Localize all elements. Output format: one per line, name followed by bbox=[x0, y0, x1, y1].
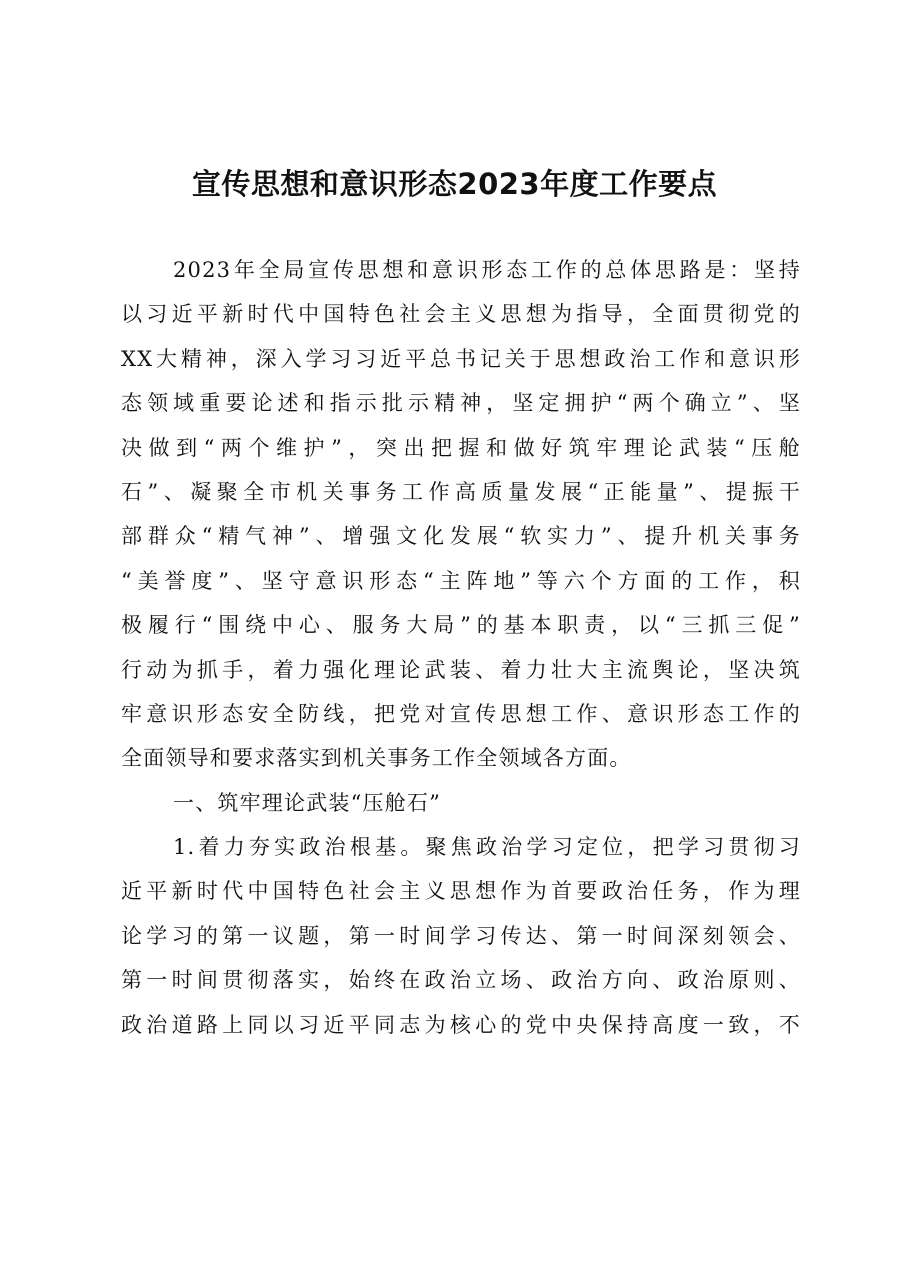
text-line: 态领域重要论述和指示批示精神，坚定拥护“两个确立”、坚 bbox=[121, 391, 801, 416]
paragraph-overall-approach bbox=[121, 248, 801, 781]
text-line: 2023年全局宣传思想和意识形态工作的总体思路是：坚持 bbox=[173, 258, 801, 282]
section-heading: 一、筑牢理论武装“压舱石” bbox=[173, 790, 442, 815]
text-line: 论学习的第一议题，第一时间学习传达、第一时间深刻领会、 bbox=[121, 923, 801, 948]
document-body bbox=[121, 248, 801, 1047]
text-line: 1.着力夯实政治根基。聚焦政治学习定位，把学习贯彻习 bbox=[173, 835, 801, 860]
text-line: 全面领导和要求落实到机关事务工作全领域各方面。 bbox=[121, 746, 632, 771]
paragraph-political-foundation bbox=[121, 825, 801, 1047]
text-line: 第一时间贯彻落实，始终在政治立场、政治方向、政治原则、 bbox=[121, 968, 801, 993]
text-line: 极履行“围绕中心、服务大局”的基本职责，以“三抓三促” bbox=[121, 613, 801, 638]
text-line: 石”、凝聚全市机关事务工作高质量发展“正能量”、提振干 bbox=[121, 479, 801, 504]
text-line: 政治道路上同以习近平同志为核心的党中央保持高度一致，不 bbox=[121, 1012, 801, 1037]
text-line: XX大精神，深入学习习近平总书记关于思想政治工作和意识形 bbox=[121, 346, 801, 371]
text-line: 牢意识形态安全防线，把党对宣传思想工作、意识形态工作的 bbox=[121, 701, 801, 726]
text-line: 近平新时代中国特色社会主义思想作为首要政治任务，作为理 bbox=[121, 879, 801, 904]
text-line: 部群众“精气神”、增强文化发展“软实力”、提升机关事务 bbox=[121, 524, 801, 549]
document-title: 宣传思想和意识形态2023年度工作要点 bbox=[191, 167, 718, 201]
text-line: 行动为抓手，着力强化理论武装、着力壮大主流舆论，坚决筑 bbox=[121, 657, 801, 682]
text-line: 以习近平新时代中国特色社会主义思想为指导，全面贯彻党的 bbox=[121, 302, 801, 327]
text-line: “美誉度”、坚守意识形态“主阵地”等六个方面的工作，积 bbox=[121, 568, 801, 593]
text-line: 决做到“两个维护”，突出把握和做好筑牢理论武装“压舱 bbox=[121, 435, 801, 460]
